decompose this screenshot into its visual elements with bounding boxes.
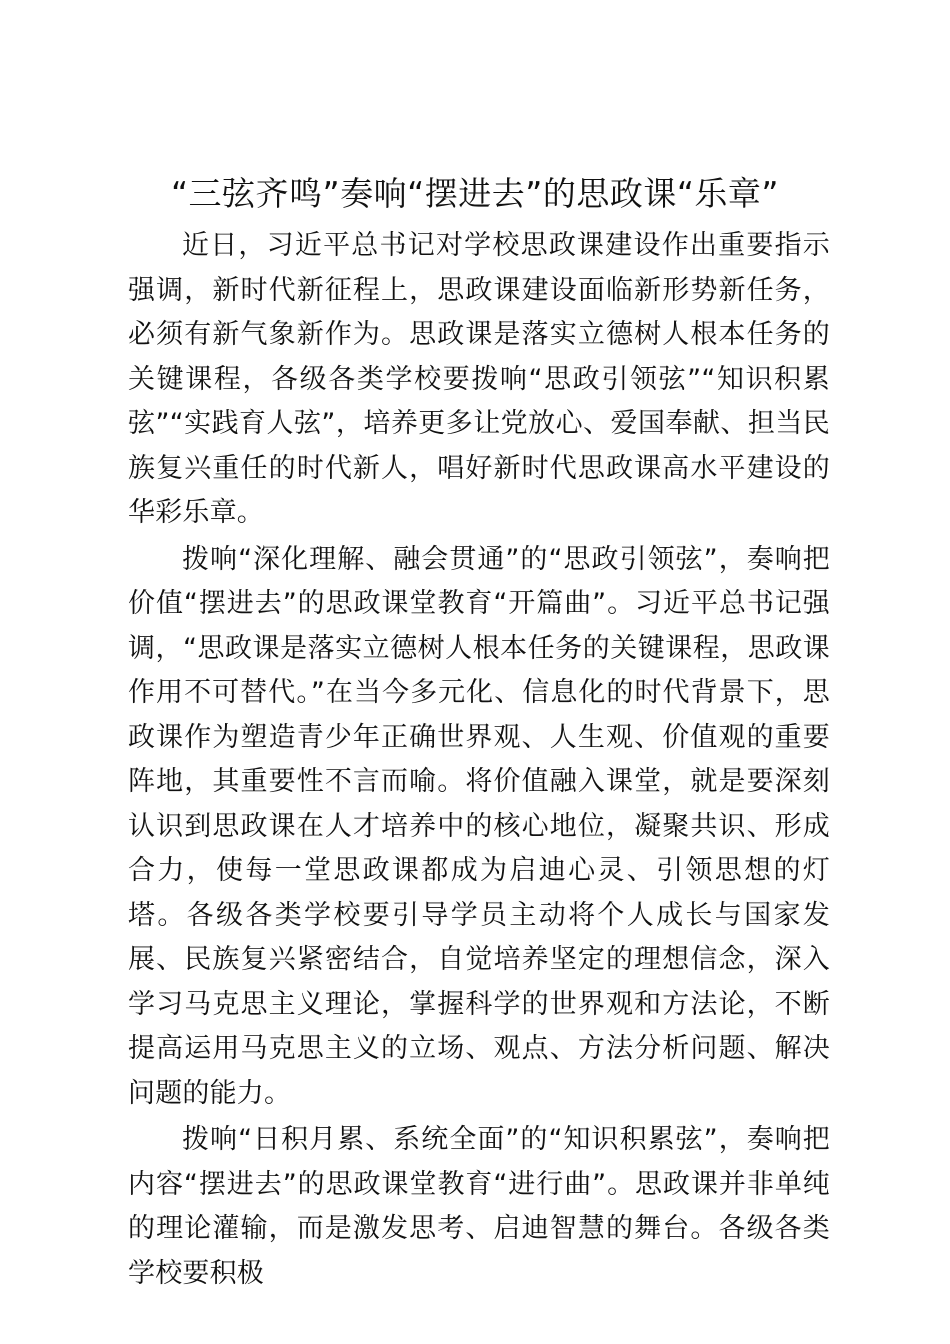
paragraph: 拨响“深化理解、融会贯通”的“思政引领弦”，奏响把价值“摆进去”的思政课堂教育“开篇曲”。习近平总书记强调，“思政课是落实立德树人根本任务的关键课程，思政课作用不可替代。”在当今多元化、信息化的时代背景下，思政课作为塑造青少年正确世界观、人生观、价值观的重要阵地，其重要性不言而喻。将价值融入课堂，就是要深刻认识到思政课在人才培养中的核心地位，凝聚共识、形成合力，使每一堂思政课都成为启迪心灵、引领思想的灯塔。各级各类学校要引导学员主动将个人成长与国家发展、民族复兴紧密结合，自觉培养坚定的理想信念，深入学习马克思主义理论，掌握科学的世界观和方法论，不断提高运用马克思主义的立场、观点、方法分析问题、解决问题的能力。 bbox=[128, 543, 830, 1109]
paragraph: 拨响“日积月累、系统全面”的“知识积累弦”，奏响把内容“摆进去”的思政课堂教育“进行曲”。思政课并非单纯的理论灌输，而是激发思考、启迪智慧的舞台。各级各类学校要积极 bbox=[128, 1124, 830, 1289]
document-title: “三弦齐鸣”奏响“摆进去”的思政课“乐章” bbox=[170, 174, 780, 213]
paragraph: 近日，习近平总书记对学校思政课建设作出重要指示强调，新时代新征程上，思政课建设面临新形势新任务，必须有新气象新作为。思政课是落实立德树人根本任务的关键课程，各级各类学校要拨响“思政引领弦”“知识积累弦”“实践育人弦”，培养更多让党放心、爱国奉献、担当民族复兴重任的时代新人，唱好新时代思政课高水平建设的华彩乐章。 bbox=[128, 230, 830, 528]
document-body bbox=[128, 224, 830, 1298]
